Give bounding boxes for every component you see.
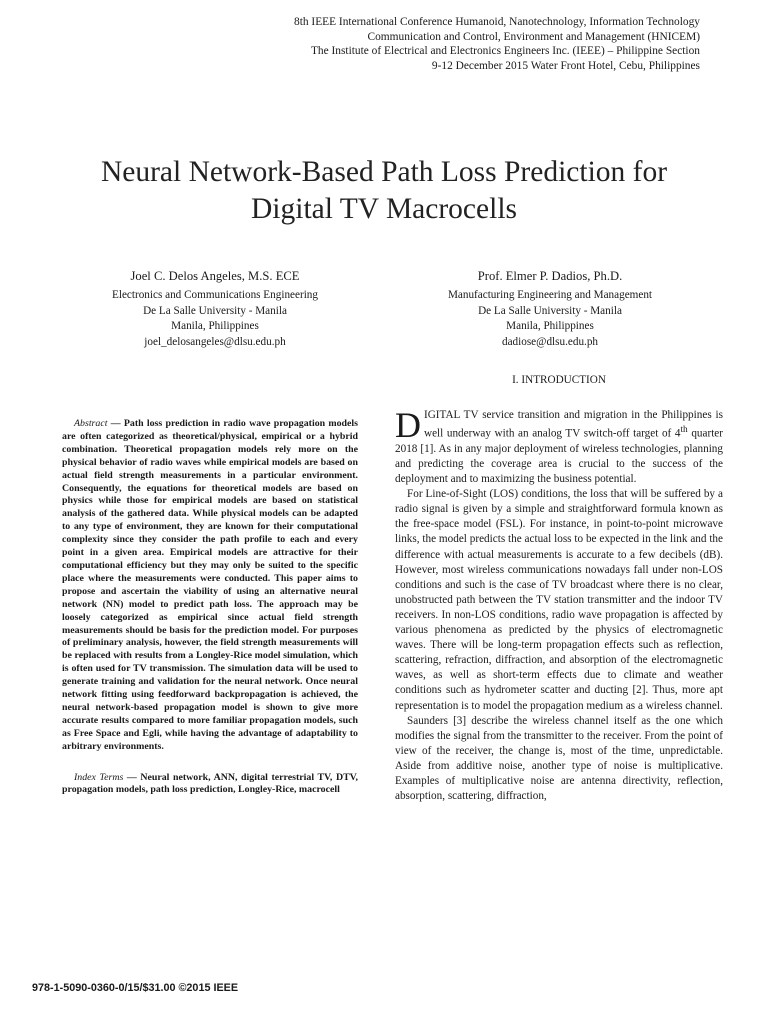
header-line: Communication and Control, Environment and Management (HNICEM) bbox=[367, 30, 700, 43]
intro-paragraph-2: For Line-of-Sight (LOS) conditions, the loss that will be suffered by a radio signal is given by a simple and straightforward formula known as the free-space model (FSL). For instance, in point-to-point microwave links, the model predicts the actual loss to be expected in the link and the difference with actual measurements is accurate to a few decibels (dB). However, most wireless communications nowadays fall under non-LOS conditions and such is the case of TV broadcast where there is no clear, unobstructed path between the TV station transmitter and the indoor TV receivers. In non-LOS conditions, radio wave propagation is affected by various phenomena as predicted by the physics of electromagnetic waves. There will be long-term propagation effects such as reflection, scattering, refraction, diffraction, and absorption of the electromagnetic waves, as well as short-term effects due to climate and weather conditions such as hydrometer scatter and ducting [2]. Thus, more apt representation is to model the propagation medium as a wireless channel. bbox=[395, 488, 723, 712]
index-terms bbox=[62, 772, 358, 798]
superscript: th bbox=[680, 425, 688, 436]
abstract bbox=[62, 418, 358, 754]
author-university: De La Salle University - Manila bbox=[478, 304, 622, 317]
index-terms-dash: — bbox=[123, 771, 141, 783]
abstract-dash: — bbox=[107, 418, 124, 429]
drop-cap: D bbox=[395, 405, 421, 445]
abstract-text: Path loss prediction in radio wave propagation models are often categorized as theoretical/physical, empirical or a hybrid combination. Theoretical propagation models rely more on the physical behavior of radio waves while empirical models are based on actual field strength measurements in a particular environment. Consequently, the equations for theoretical models are based on physics while those for empirical models are based on statistical analysis of the gathered data. While physical models can be adapted to any type of environment, they are known for their computational complexity since they consider the path profile to each and every point in a given area. Empirical models are attractive for their computational efficiency but they may only be suited to the specific place where the measurements were conducted. This paper aims to propose and ascertain the viability of using an alternative neural network (NN) model to predict path loss. The approach may be loosely categorized as empirical since actual field strength measurements should be basis for the prediction model. For purposes of preliminary analysis, however, the field strength measurements will be replaced with results from a Longley-Rice model simulation, which is often used for TV transmission. The simulation data will be used to generate training and validation for the neural network. Once neural network fitting using feedforward backpropagation is achieved, the neural network-based propagation model is shown to give more accurate results compared to more familiar propagation models, such as Free Space and Egli, while having the advantage of adaptability to arbitrary environments. bbox=[62, 418, 359, 752]
header-line: The Institute of Electrical and Electronics Engineers Inc. (IEEE) – Philippine Section bbox=[310, 45, 700, 58]
intro-paragraph-1 bbox=[395, 405, 723, 487]
header-line: 9-12 December 2015 Water Front Hotel, Cebu, Philippines bbox=[431, 60, 700, 73]
author-department: Manufacturing Engineering and Management bbox=[447, 289, 653, 301]
author-block-right bbox=[400, 268, 700, 350]
intro-p1-text: IGITAL TV service transition and migration in the Philippines is well underway with an analog TV switch-off target of 4 bbox=[424, 409, 723, 440]
header-line: 8th IEEE International Conference Humanoid, Nanotechnology, Information Technology bbox=[294, 16, 700, 28]
author-location: Manila, Philippines bbox=[171, 320, 259, 332]
index-terms-text: Neural network, ANN, digital terrestrial TV, DTV, propagation models, path loss prediction, Longley-Rice, macrocell bbox=[62, 771, 358, 796]
title-line: Digital TV Macrocells bbox=[251, 193, 517, 225]
title-line: Neural Network-Based Path Loss Prediction for bbox=[100, 156, 668, 188]
author-university: De La Salle University - Manila bbox=[143, 304, 287, 317]
intro-paragraph-3: Saunders [3] describe the wireless channel itself as the one which modifies the signal from the transmitter to the receiver. From the point of view of the receiver, the change is, most of the time, unpredictable. Aside from additive noise, another type of noise is multiplicative. Examples of multiplicative noise are antenna directivity, reflection, absorption, scattering, diffraction, bbox=[395, 714, 723, 803]
abstract-label: Abstract bbox=[74, 418, 108, 429]
right-column bbox=[395, 405, 723, 804]
conference-header bbox=[100, 15, 700, 74]
left-column bbox=[62, 418, 358, 797]
author-location: Manila, Philippines bbox=[506, 320, 594, 332]
author-block-left bbox=[70, 268, 360, 350]
paper-title bbox=[40, 154, 728, 228]
author-name: Joel C. Delos Angeles, M.S. ECE bbox=[130, 269, 300, 283]
author-name: Prof. Elmer P. Dadios, Ph.D. bbox=[477, 269, 623, 283]
intro-p1-text-cont: quarter 2018 [1]. As in any major deployment of wireless technologies, planning and predicting the coverage area is crucial to the success of the deployment and to maximizing the business potential. bbox=[395, 427, 723, 486]
index-terms-label: Index Terms bbox=[74, 771, 124, 783]
author-department: Electronics and Communications Engineering bbox=[112, 289, 318, 301]
author-email: dadiose@dlsu.edu.ph bbox=[501, 335, 599, 348]
section-heading: I. INTRODUCTION bbox=[512, 374, 606, 386]
copyright-footer: 978-1-5090-0360-0/15/$31.00 ©2015 IEEE bbox=[32, 982, 239, 994]
author-email: joel_delosangeles@dlsu.edu.ph bbox=[144, 335, 286, 348]
